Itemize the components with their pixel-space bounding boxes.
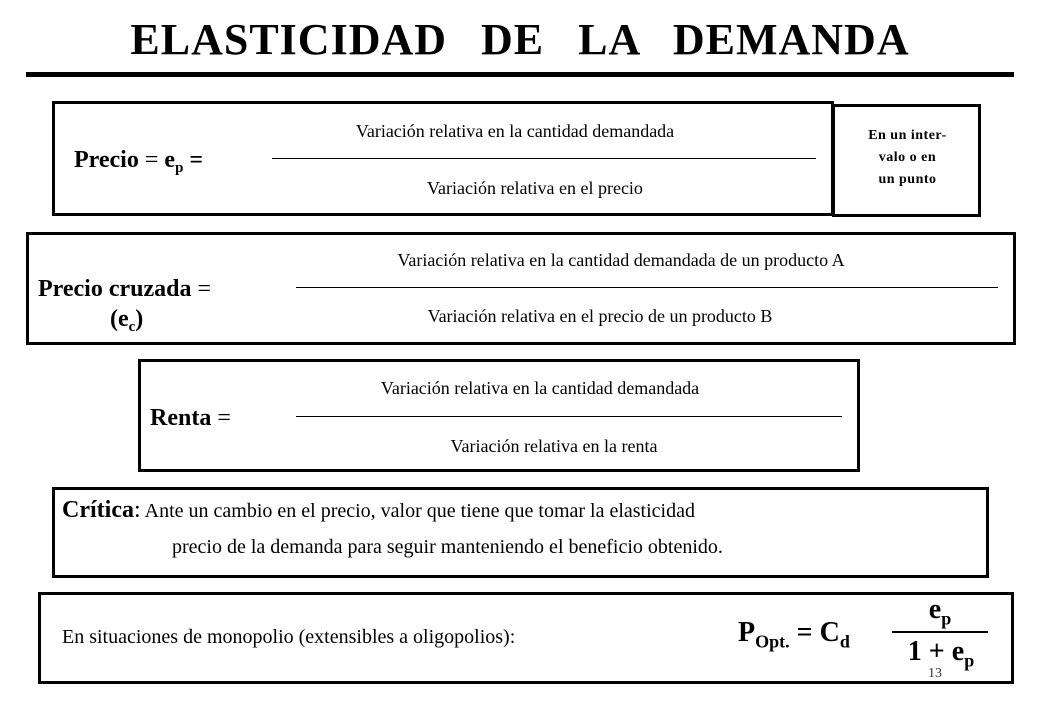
cruzada-fraction-line: [296, 287, 998, 288]
renta-label-text: Renta: [150, 405, 212, 431]
critica-text-1: Ante un cambio en el precio, valor que tiene que tomar la elasticidad: [144, 500, 695, 522]
title-underline: [26, 72, 1014, 77]
formula-fraction-line: [892, 631, 988, 633]
page-title: ELASTICIDAD DE LA DEMANDA: [130, 15, 910, 64]
monopolio-text: En situaciones de monopolio (extensibles a oligopolios):: [62, 626, 516, 648]
critica-text-2: precio de la demanda para seguir manteniendo el beneficio obtenido.: [172, 536, 723, 558]
formula-c: C: [819, 617, 840, 648]
formula-num-e: e: [928, 594, 942, 625]
cruzada-symbol-close: ): [135, 306, 144, 332]
precio-tail-equals: =: [189, 147, 204, 173]
cruzada-symbol-open: (e: [110, 306, 129, 332]
cruzada-denominator: Variación relativa en el precio de un producto B: [427, 306, 773, 326]
renta-equals: =: [217, 405, 231, 431]
precio-label-text: Precio: [74, 147, 139, 173]
formula-den-text: 1 + e: [907, 636, 965, 667]
cruzada-symbol: [110, 306, 143, 336]
cruzada-symbol-sub: c: [128, 319, 136, 336]
renta-label: [150, 405, 231, 432]
precio-fraction-line: [272, 158, 816, 159]
formula-c-sub: d: [839, 631, 850, 652]
renta-fraction-line: [296, 416, 842, 417]
formula-numerator: [890, 594, 990, 629]
formula-p-sub: Opt.: [755, 631, 790, 652]
renta-denominator: Variación relativa en la renta: [450, 436, 658, 456]
cruzada-equals: =: [197, 276, 212, 302]
renta-numerator: Variación relativa en la cantidad demandada: [380, 378, 700, 398]
precio-numerator: Variación relativa en la cantidad demandada: [355, 121, 675, 141]
formula-p: P: [738, 617, 756, 648]
cruzada-label-text: Precio cruzada: [38, 276, 192, 302]
monopolio-formula: [738, 617, 850, 652]
formula-equals: =: [796, 617, 813, 648]
precio-symbol-sub: p: [175, 160, 184, 177]
cruzada-numerator: Variación relativa en la cantidad demandada de un producto A: [397, 250, 845, 270]
precio-label: [74, 147, 203, 177]
precio-denominator: Variación relativa en el precio: [427, 178, 643, 198]
precio-equals: =: [144, 147, 159, 173]
side-note-line-2: valo o en: [878, 150, 937, 165]
side-note: [835, 125, 980, 191]
precio-symbol: e: [164, 147, 176, 173]
cruzada-label: [38, 276, 211, 303]
critica-label: Crítica: [62, 497, 134, 523]
side-note-line-3: un punto: [878, 172, 937, 187]
side-note-line-1: En un inter-: [868, 128, 947, 143]
critica-colon: :: [133, 497, 141, 523]
critica-line-1: [62, 497, 695, 524]
page-number: 13: [928, 666, 942, 681]
formula-num-sub: p: [941, 608, 952, 629]
formula-den-sub: p: [964, 650, 975, 671]
